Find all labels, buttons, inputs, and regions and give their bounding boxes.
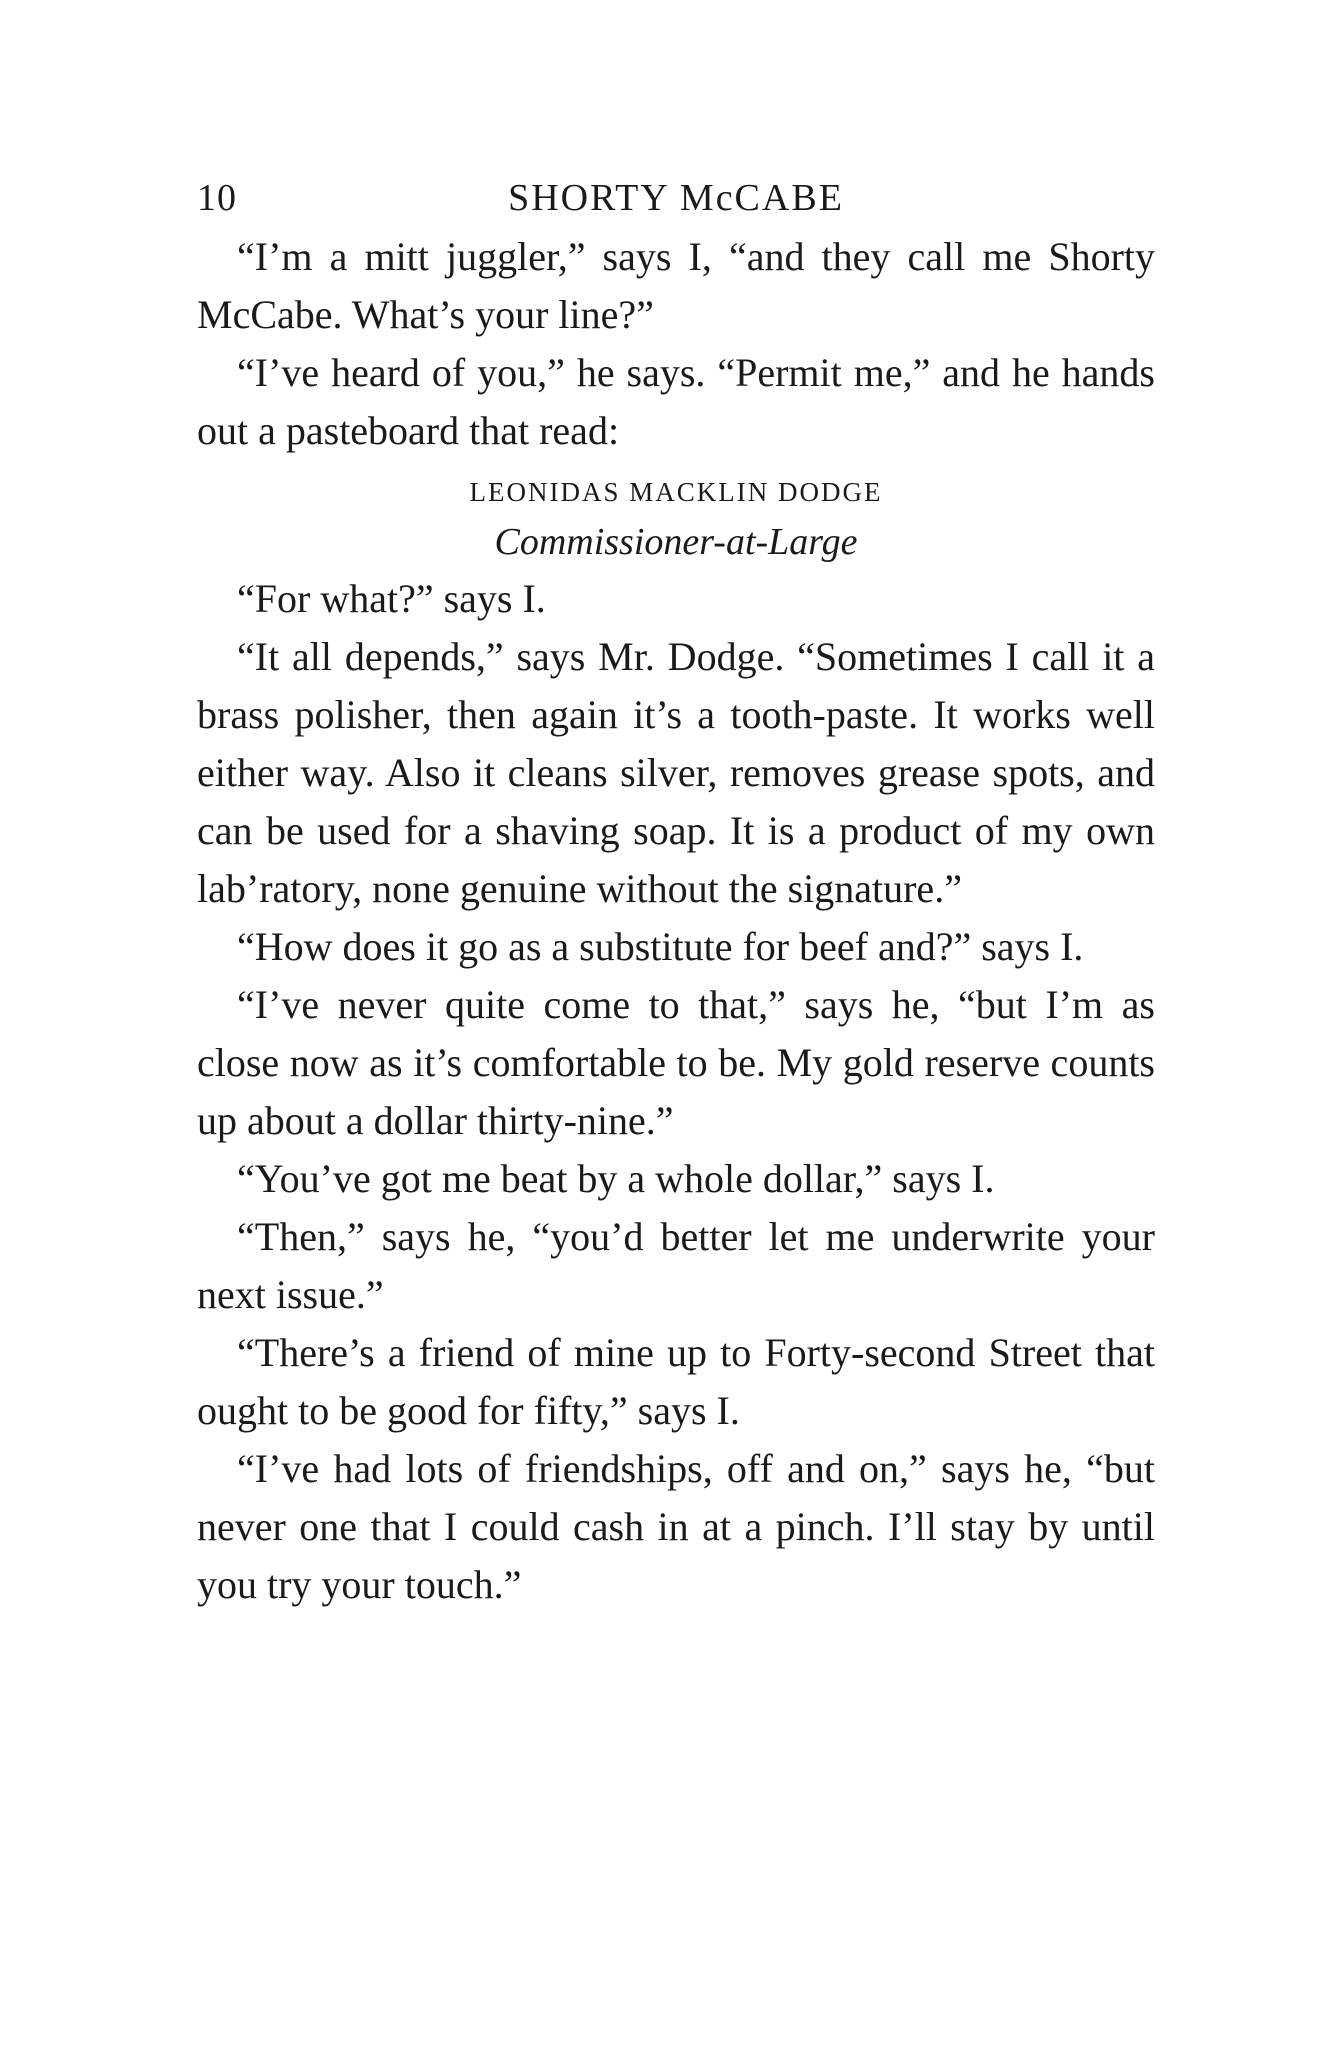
paragraph: “It all depends,” says Mr. Dodge. “Sometimes I call it a brass polisher, then again it’s a tooth-paste. It works well either way. Also it cleans silver, removes grease spots, and can be used for a shaving soap. It is a product of my own lab’ratory, none genuine without the signature.” xyxy=(197,634,1155,911)
paragraph: “How does it go as a substitute for beef and?” says I. xyxy=(237,924,1084,969)
paragraph: “Then,” says he, “you’d better let me underwrite your next issue.” xyxy=(197,1214,1155,1317)
paragraph: “For what?” says I. xyxy=(237,576,546,621)
card-name: LEONIDAS MACKLIN DODGE xyxy=(469,477,883,507)
paragraph: “I’ve never quite come to that,” says he, “but I’m as close now as it’s comfortable to be. My gold reserve counts up about a dollar thirty-nine.” xyxy=(197,982,1155,1143)
page-number: 10 xyxy=(197,177,237,219)
paragraph: “I’ve heard of you,” he says. “Permit me,” and he hands out a pasteboard that read: xyxy=(197,350,1155,453)
running-head xyxy=(197,176,1155,228)
calling-card xyxy=(197,470,1155,570)
paragraph: “I’ve had lots of friendships, off and on,” says he, “but never one that I could cash in at a pinch. I’ll stay by until you try your touch.” xyxy=(197,1446,1155,1607)
paragraph: “You’ve got me beat by a whole dollar,” says I. xyxy=(237,1156,995,1201)
paragraph: “I’m a mitt juggler,” says I, “and they call me Shorty McCabe. What’s your line?” xyxy=(197,234,1155,337)
book-page xyxy=(197,176,1155,1614)
paragraph: “There’s a friend of mine up to Forty-second Street that ought to be good for fifty,” says I. xyxy=(197,1330,1155,1433)
body-text xyxy=(197,228,1155,1614)
running-title: SHORTY McCABE xyxy=(508,177,844,219)
card-title: Commissioner-at-Large xyxy=(494,521,858,563)
